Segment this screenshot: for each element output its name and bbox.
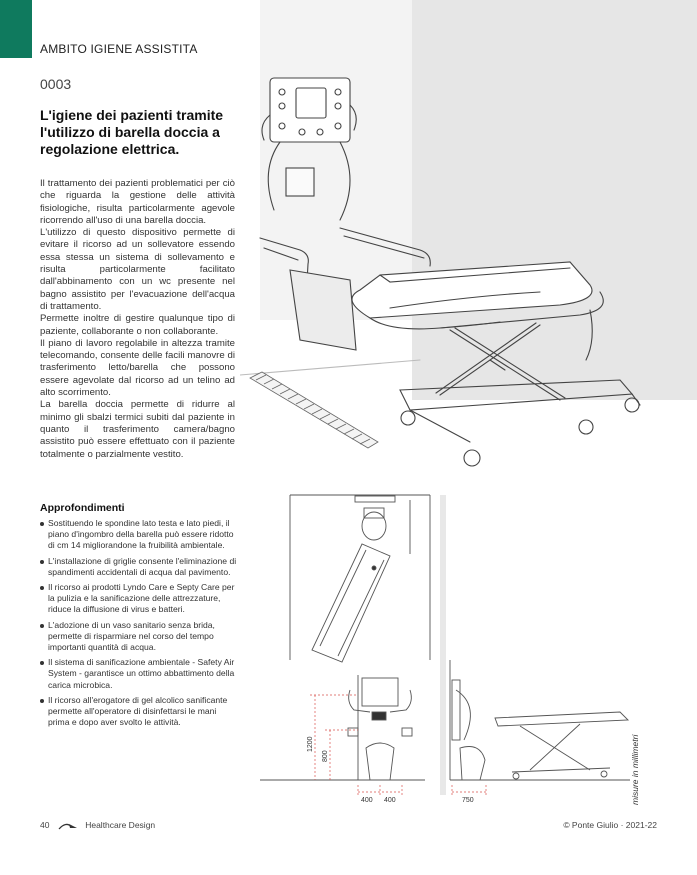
- dimension-1200: 1200: [307, 736, 314, 752]
- body-text: [40, 178, 235, 461]
- body-paragraph: Permette inoltre di gestire qualunque tipo di paziente, collaborante o non collaborante.: [40, 313, 235, 337]
- page-title: L'igiene dei pazienti tramite l'utilizzo di barella doccia a regolazione elettrica.: [40, 107, 224, 157]
- list-item: Il ricorso ai prodotti Lyndo Care e Septy Care per la pulizia e la sanificazione delle attrezzature, riduce la diffusione di virus e batteri.: [40, 582, 240, 616]
- dimension-800: 800: [322, 750, 329, 762]
- body-paragraph: L'utilizzo di questo dispositivo permette di evitare il ricorso ad un sollevatore essendo essa stessa un sistema di sollevamento e risulta particolarmente facilitato dall'abbinamento con un wc presente nel bagno assistito per l'evacuazione dell'acqua di trattamento.: [40, 227, 235, 312]
- bullet-icon: [40, 624, 44, 628]
- bullet-icon: [40, 699, 44, 703]
- list-item: Il sistema di sanificazione ambientale - Safety Air System - garantisce un ottimo abbattimento della carica microbica.: [40, 657, 240, 691]
- technical-drawing: [250, 490, 650, 810]
- bullet-icon: [40, 522, 44, 526]
- product-code: 0003: [40, 76, 72, 92]
- section-color-tab: [0, 0, 32, 58]
- bullet-icon: [40, 661, 44, 665]
- units-note: misure in millimetri: [630, 734, 640, 805]
- footer-left: [40, 820, 155, 830]
- approfondimenti-list: [40, 518, 240, 732]
- brand-logo-icon: [58, 822, 78, 830]
- approfondimenti-heading: Approfondimenti: [40, 502, 125, 514]
- dimension-400-left: 400: [361, 797, 373, 804]
- bullet-icon: [40, 560, 44, 564]
- brand-name: Healthcare Design: [85, 820, 156, 830]
- shower-trolley-illustration: [240, 70, 680, 480]
- dimension-750: 750: [462, 797, 474, 804]
- section-label: AMBITO IGIENE ASSISTITA: [40, 42, 198, 56]
- list-item: L'adozione di un vaso sanitario senza brida, permette di risparmiare nel corso del tempo importanti quantità di acqua.: [40, 620, 240, 654]
- list-item: Sostituendo le spondine lato testa e lato piedi, il piano d'ingombro della barella può essere ridotto di cm 14 migliorandone la fruibilità ambientale.: [40, 518, 240, 552]
- body-paragraph: Il trattamento dei pazienti problematici per ciò che riguarda la gestione delle attività fisiologiche, risulta particolarmente agevole ricorrendo all'uso di una barella doccia.: [40, 178, 235, 226]
- page-number: 40: [40, 820, 50, 830]
- list-item: L'installazione di griglie consente l'eliminazione di spandimenti accidentali di acqua dal pavimento.: [40, 556, 240, 578]
- body-paragraph: La barella doccia permette di ridurre al minimo gli sbalzi termici subiti dal paziente in quanto il trasferimento camera/bagno assistito può essere effettuato con il paziente totalmente o parzialmente vestito.: [40, 399, 235, 460]
- dimension-400-right: 400: [384, 797, 396, 804]
- body-paragraph: Il piano di lavoro regolabile in altezza tramite telecomando, consente delle facili manovre di trasferimento letto/barella che possono essere agevolate dal ricorso ad un telino ad alto scorrimento.: [40, 337, 235, 399]
- copyright: © Ponte Giulio · 2021-22: [563, 820, 657, 830]
- list-item: Il ricorso all'erogatore di gel alcolico sanificante permette all'operatore di disinfettarsi le mani prima e dopo aver svolto le attività.: [40, 695, 240, 729]
- bullet-icon: [40, 586, 44, 590]
